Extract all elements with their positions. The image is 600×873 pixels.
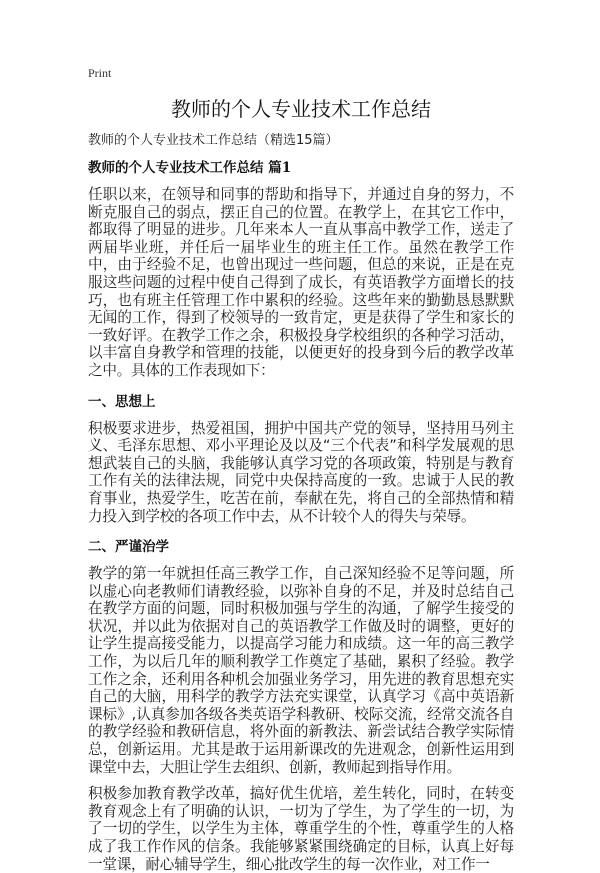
print-label[interactable]: Print [88,66,112,80]
heading-ideology: 一、思想上 [88,393,156,410]
heading-rigorous-study: 二、严谨治学 [88,539,169,556]
section-title: 教师的个人专业技术工作总结 篇1 [88,160,292,176]
rigorous-study-paragraph: 教学的第一年就担任高三教学工作，自己深知经验不足等问题，所以虚心向老教师们请教经验，以弥补自身的不足，并及时总结自己在教学方面的问题，同时积极加强与学生的沟通，了解学生接受的状况，并以此为依据对自己的英语教学工作做及时的调整，更好的让学生提高接受能力，以提高学习能力和成绩。这一年的高三教学工作，为以后几年的顺利教学工作奠定了基础，累积了经验。教学工作之余，还利用各种机会加强业务学习，用先进的教育思想充实自己的大脑，用科学的教学方法充实课堂，认真学习《高中英语新课标》,认真参加各级各类英语学科教研、校际交流，经常交流各自的教学经验和教研信息，将外面的新教法、新尝试结合教学实际情总，创新运用。尤其是敢于运用新课改的先进观念，创新性运用到课堂中去，大胆让学生去组织、创新，教师起到指导作用。 [88,565,514,776]
ideology-paragraph: 积极要求进步，热爱祖国，拥护中国共产党的领导，坚持用马列主义、毛泽东思想、邓小平理论及以及“三个代表”和科学发展观的思想武装自己的头脑，我能够认真学习党的各项政策，特别是与教育工作有关的法律法规，同党中央保持高度的一致。忠诚于人民的教育事业，热爱学生，吃苦在前，奉献在先，将自己的全部热情和精力投入到学校的各项工作中去，从不计较个人的得失与荣辱。 [88,419,514,525]
document-title: 教师的个人专业技术工作总结 [171,97,431,121]
intro-paragraph: 任职以来，在领导和同事的帮助和指导下，并通过自身的努力，不断克服自己的弱点，摆正自己的位置。在教学上，在其它工作中，都取得了明显的进步。几年来本人一直从事高中教学工作，送走了两届毕业班，并任后一届毕业生的班主任工作。虽然在教学工作中，由于经验不足，也曾出现过一些问题，但总的来说，正是在克服这些问题的过程中使自己得到了成长，有英语教学方面增长的技巧，也有班主任管理工作中累积的经验。这些年来的勤勤恳恳默默无闻的工作，得到了校领导的一致肯定，更是获得了学生和家长的一致好评。在教学工作之余，积极投身学校组织的各种学习活动，以丰富自身教学和管理的技能，以便更好的投身到今后的教学改革之中。具体的工作表现如下： [88,186,514,379]
reform-paragraph: 积极参加教育教学改革，搞好优生优培，差生转化，同时，在转变教育观念上有了明确的认识，一切为了学生，为了学生的一切，为了一切的学生，以学生为主体，尊重学生的个性，尊重学生的人格成了我工作作风的信条。我能够紧紧围绕确定的目标，认真上好每一堂课，耐心辅导学生，细心批改学生的每一次作业，对工作一 [88,785,514,873]
document-page [88,64,514,873]
document-subtitle: 教师的个人专业技术工作总结（精选15篇） [88,133,339,148]
